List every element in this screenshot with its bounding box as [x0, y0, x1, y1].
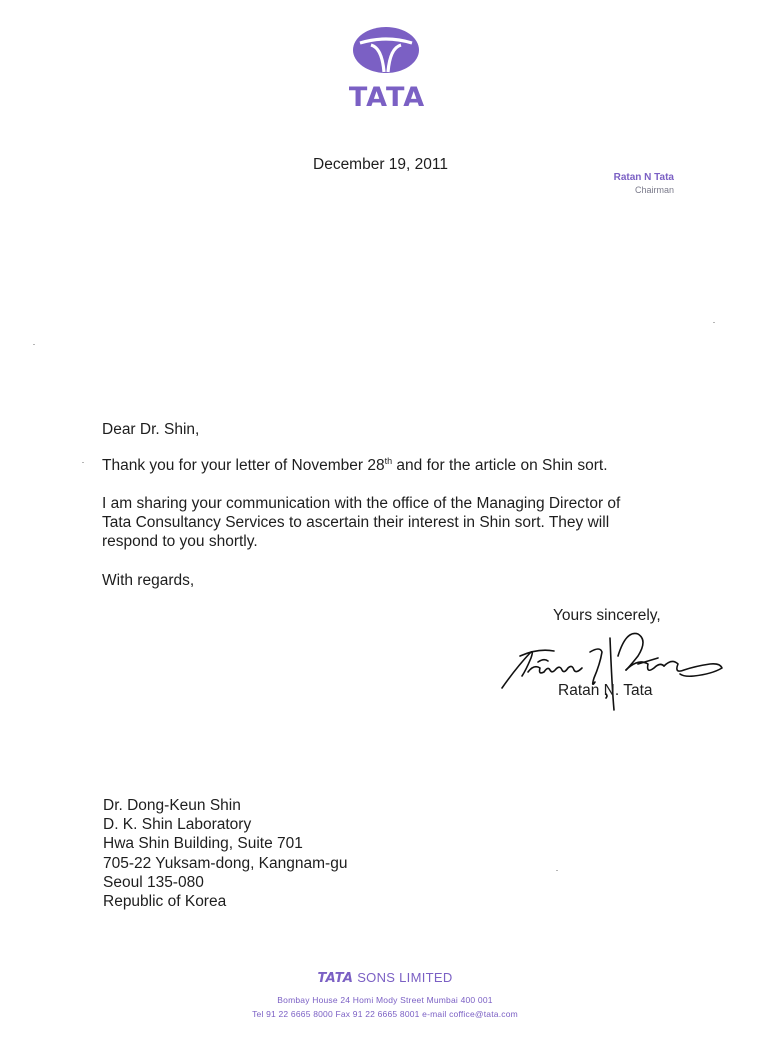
scan-speck — [713, 322, 715, 323]
footer-address: Bombay House 24 Homi Mody Street Mumbai 400 001 — [277, 995, 493, 1005]
address-line: Dr. Dong-Keun Shin — [103, 797, 241, 814]
footer-company-name: SONS LIMITED — [357, 970, 453, 985]
letter-date: December 19, 2011 — [313, 156, 448, 173]
signer-name: Ratan N. Tata — [558, 682, 653, 699]
recipient-address — [103, 796, 347, 911]
paragraph-1 — [102, 456, 608, 475]
footer-contact: Tel 91 22 6665 8000 Fax 91 22 6665 8001 e-mail coffice@tata.com — [252, 1009, 518, 1019]
paragraph-2 — [102, 494, 682, 551]
paragraph-2-line: Tata Consultancy Services to ascertain their interest in Shin sort. They will — [102, 514, 610, 531]
address-line: D. K. Shin Laboratory — [103, 816, 252, 834]
scan-speck — [556, 870, 558, 871]
sender-title: Chairman — [634, 184, 674, 195]
salutation: Dear Dr. Shin, — [102, 421, 200, 438]
scan-speck — [82, 462, 84, 463]
closing: With regards, — [102, 572, 195, 589]
paragraph-2-line: respond to you shortly. — [102, 533, 258, 550]
address-line: 705-22 Yuksam-dong, Kangnam-gu — [103, 854, 348, 872]
scan-speck — [33, 344, 35, 345]
paragraph-1-text: Thank you for your letter of November 28 — [102, 457, 385, 474]
address-line: Seoul 135-080 — [103, 873, 204, 891]
address-line: Hwa Shin Building, Suite 701 — [103, 835, 303, 853]
paragraph-2-line: I am sharing your communication with the office of the Managing Director of — [102, 495, 621, 512]
footer-brand: TATA — [317, 971, 354, 986]
footer-company — [0, 970, 760, 986]
ordinal-suffix: th — [384, 456, 393, 466]
paragraph-1-tail: and for the article on Shin sort. — [392, 457, 608, 474]
address-line: Republic of Korea — [103, 893, 227, 911]
yours-sincerely: Yours sincerely, — [553, 607, 661, 624]
tata-wordmark: TATA — [348, 82, 426, 113]
sender-name: Ratan N Tata — [613, 172, 674, 183]
sender-block — [614, 172, 674, 196]
